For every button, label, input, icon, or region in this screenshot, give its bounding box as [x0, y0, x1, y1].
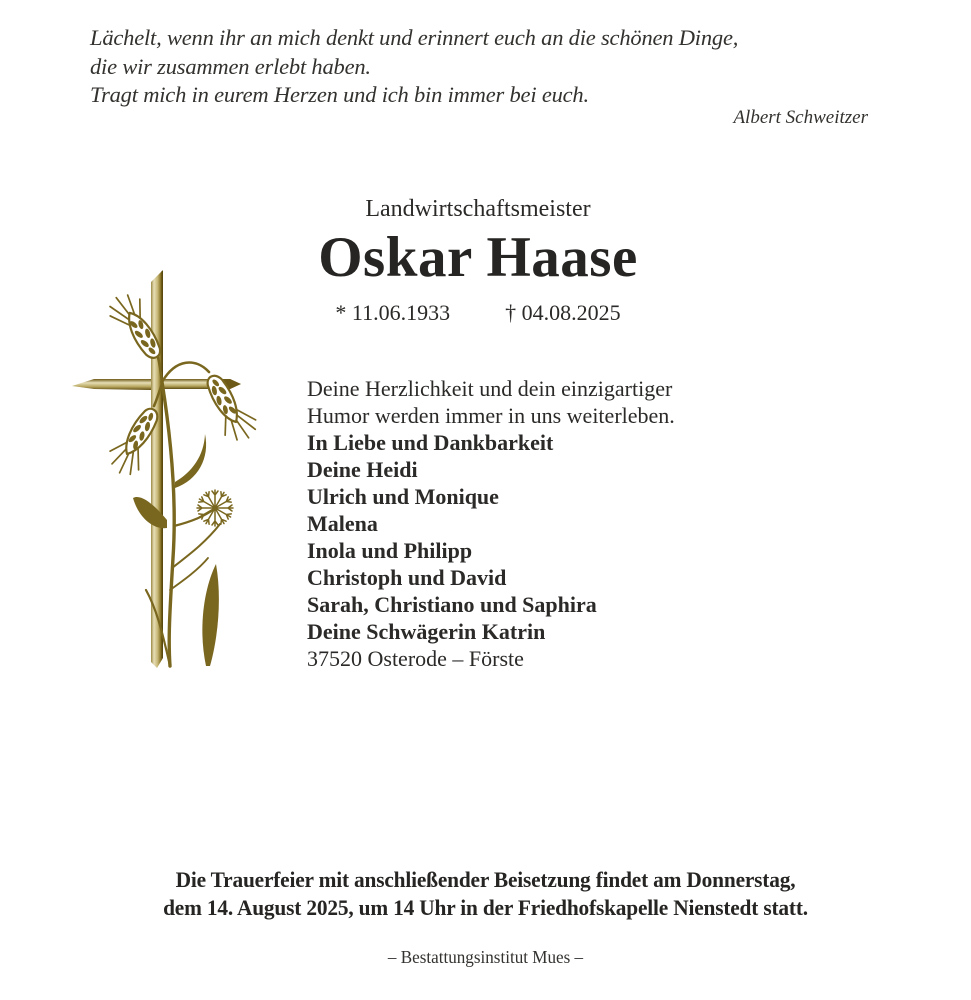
cornflower-icon — [197, 490, 233, 526]
funeral-home-name: – Bestattungsinstitut Mues – — [387, 947, 584, 967]
birth-date: * 11.06.1933 — [335, 300, 451, 325]
quote-line: Lächelt, wenn ihr an mich denkt und erinnert euch an die schönen Dinge, — [90, 25, 739, 50]
mourner-line: Deine Heidi — [307, 457, 418, 482]
quote-line: Tragt mich in eurem Herzen und ich bin immer bei euch. — [90, 82, 589, 107]
mourner-line: Deine Schwägerin Katrin — [307, 619, 546, 644]
mourners-group-3 — [307, 618, 867, 645]
mourner-line: Malena — [307, 511, 378, 536]
deceased-header — [0, 196, 956, 326]
mourners-group-2 — [307, 564, 867, 618]
mourner-line: Sarah, Christiano und Saphira — [307, 592, 597, 617]
deceased-name: Oskar Haase — [318, 226, 638, 289]
funeral-announcement-line: Die Trauerfeier mit anschließender Beisetzung findet am Donnerstag, — [175, 867, 796, 892]
life-dates — [0, 300, 956, 326]
death-date: † 04.08.2025 — [505, 300, 621, 325]
memorial-quote — [90, 24, 890, 110]
mourners-group-1 — [307, 456, 867, 564]
funeral-announcement-line: dem 14. August 2025, um 14 Uhr in der Friedhofskapelle Nienstedt statt. — [163, 895, 808, 920]
funeral-announcement — [24, 866, 946, 922]
mourners-intro: In Liebe und Dankbarkeit — [307, 430, 554, 455]
wheat-leaves — [133, 434, 219, 666]
tribute-text — [307, 375, 867, 429]
mourner-line: Christoph und David — [307, 565, 507, 590]
obituary-body — [307, 375, 867, 672]
quote-attribution: Albert Schweitzer — [733, 107, 868, 128]
deceased-profession: Landwirtschaftsmeister — [365, 196, 591, 222]
mourner-line: Ulrich und Monique — [307, 484, 499, 509]
mourner-line: Inola und Philipp — [307, 538, 473, 563]
quote-line: die wir zusammen erlebt haben. — [90, 53, 371, 79]
tribute-line: Deine Herzlichkeit und dein einzigartiger — [307, 376, 673, 401]
location-line: 37520 Osterode – Förste — [307, 646, 524, 671]
tribute-line: Humor werden immer in uns weiterleben. — [307, 403, 675, 428]
